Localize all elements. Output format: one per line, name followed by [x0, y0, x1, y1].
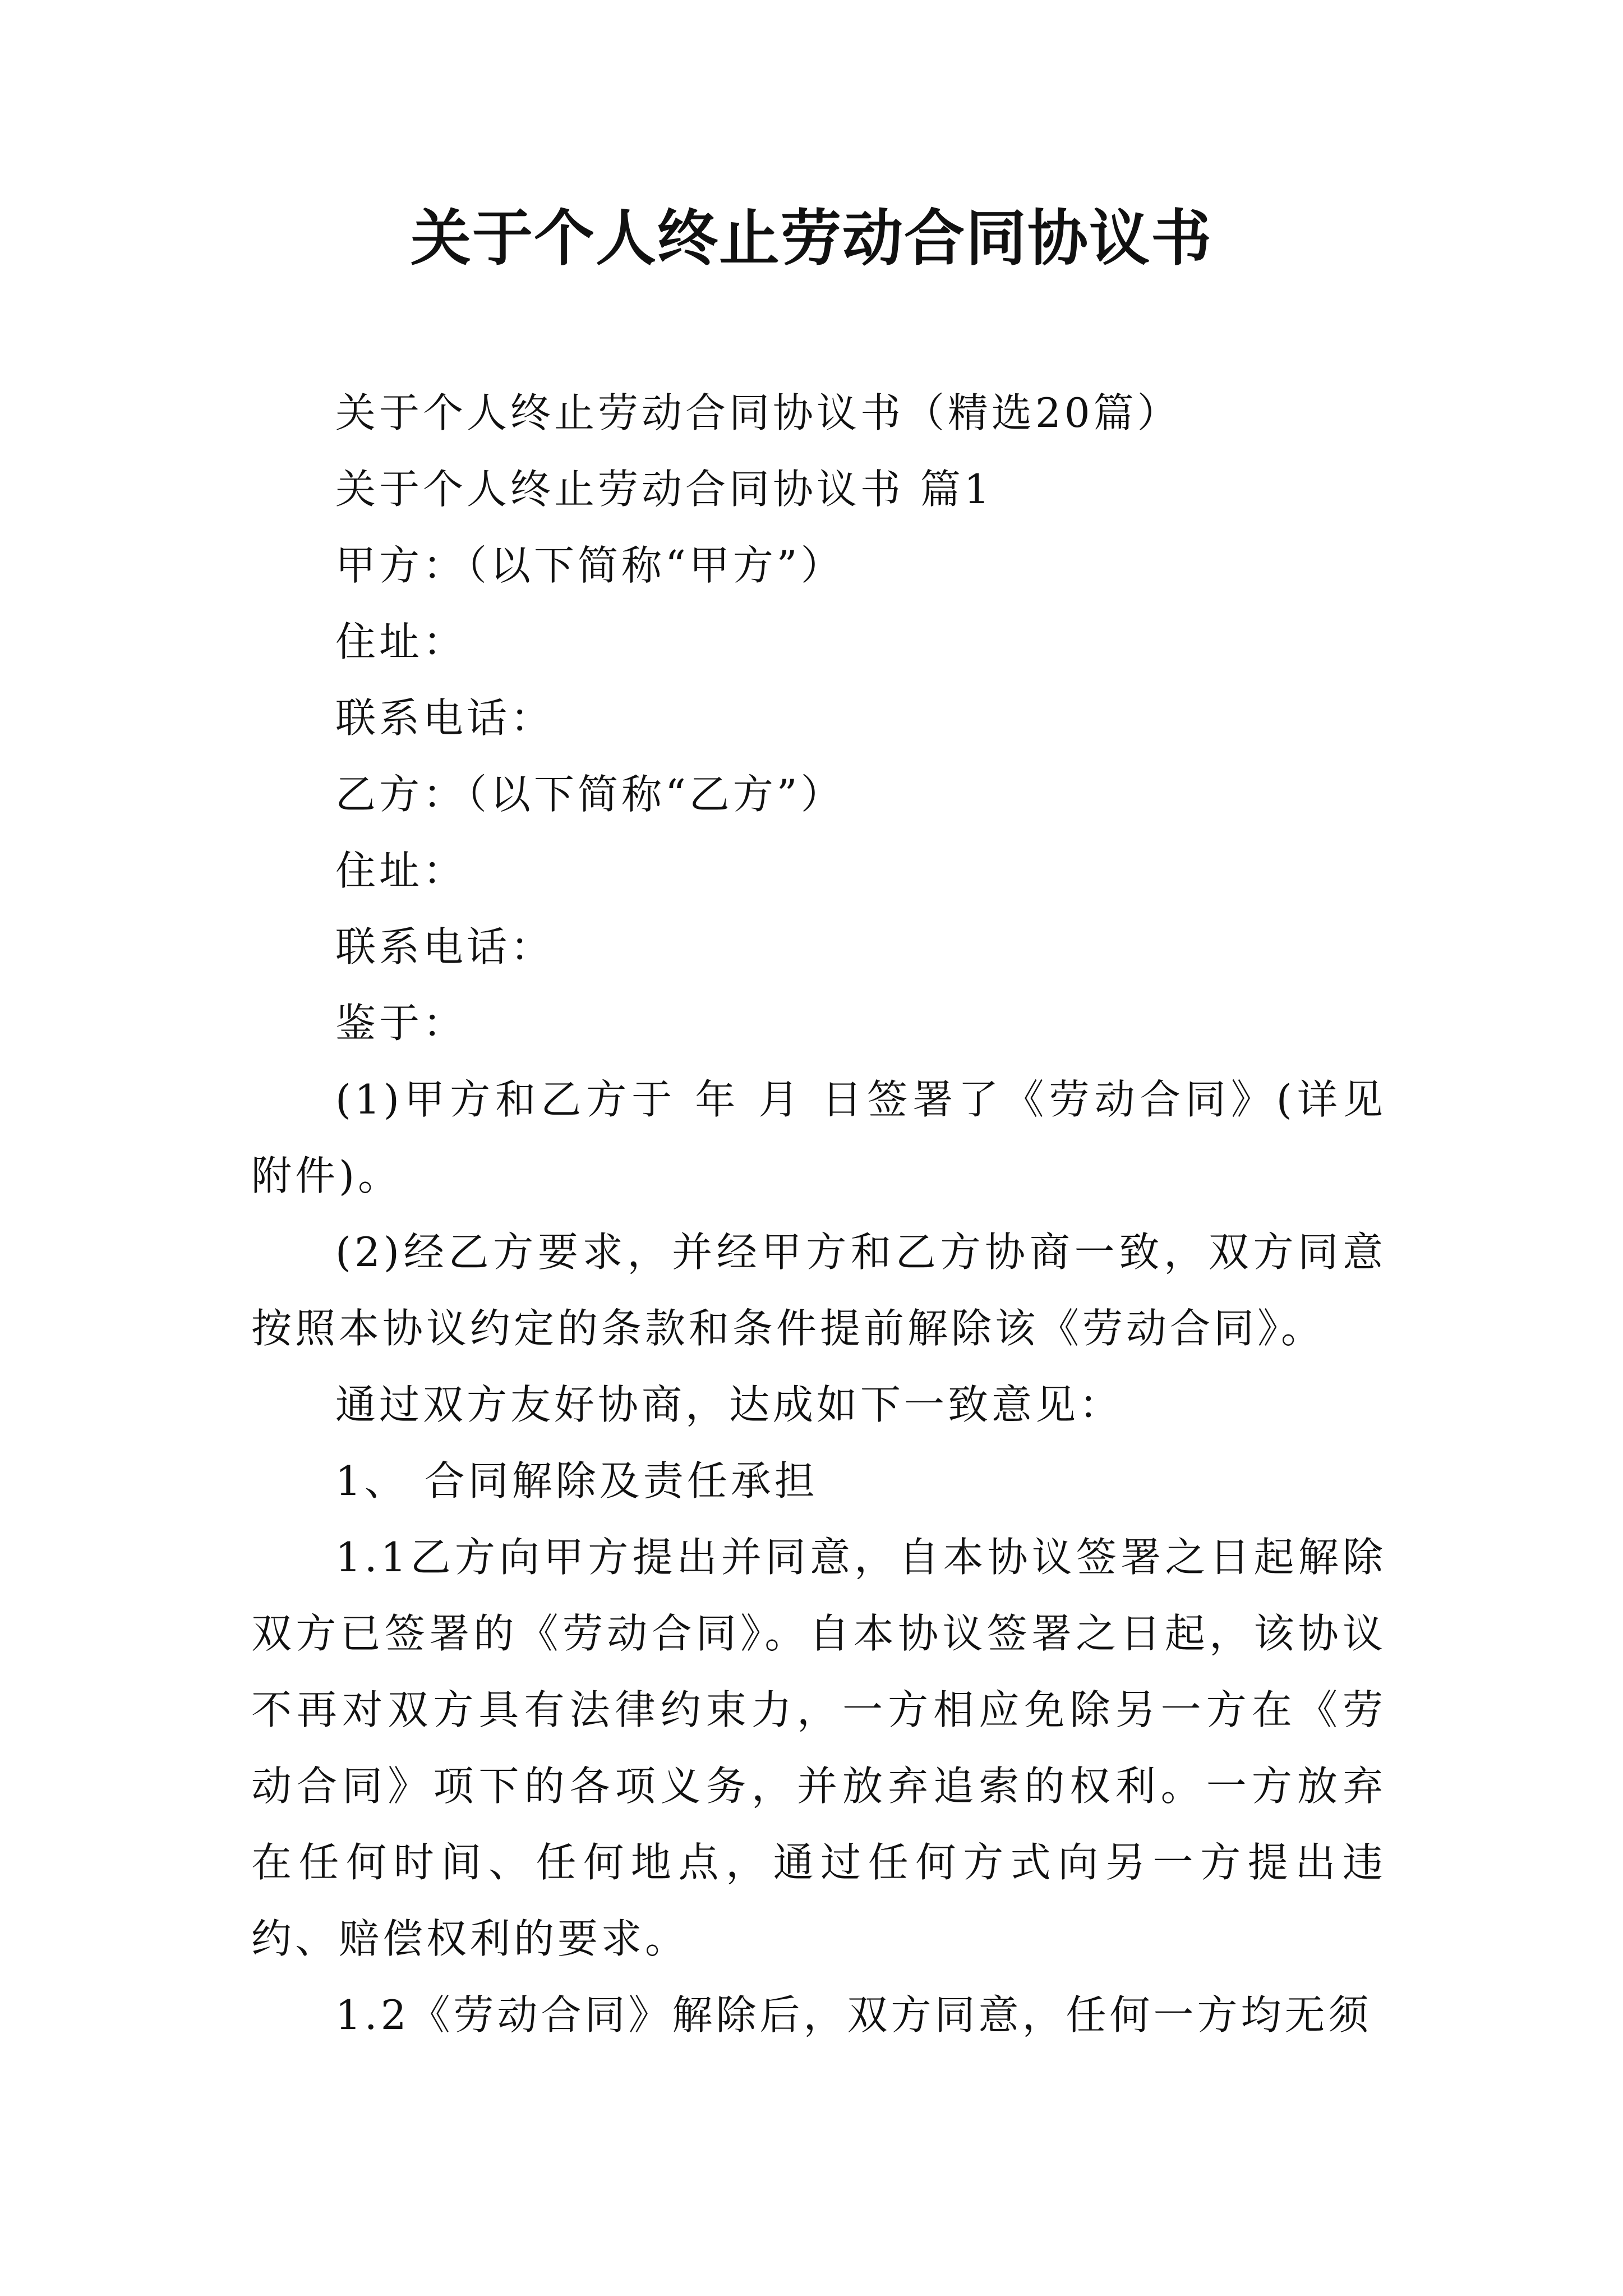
paragraph-party-b-address: 住址： — [335, 847, 467, 894]
paragraph-clause-1-1: 1.1乙方向甲方提出并同意，自本协议签署之日起解除双方已签署的《劳动合同》。自本协议签署之日起，该协议不再对双方具有法律约束力，一方相应免除另一方在《劳动合同》项下的各项义务，并放弃追索的权利。一方放弃在任何时间、任何地点，通过任何方式向另一方提出违约、赔偿权利的要求。 — [251, 1534, 1386, 1962]
paragraph-party-a-address: 住址： — [335, 618, 467, 665]
paragraph-whereas: 鉴于： — [335, 1000, 467, 1047]
paragraph-clause-1-heading: 1、 合同解除及责任承担 — [335, 1457, 818, 1504]
document-body — [251, 375, 1386, 2053]
paragraph-party-b: 乙方：（以下简称“乙方”） — [335, 771, 845, 818]
paragraph-party-a: 甲方：（以下简称“甲方”） — [335, 542, 845, 589]
paragraph-clause-1-2: 1.2《劳动合同》解除后，双方同意，任何一方均无须 — [335, 1991, 1372, 2039]
paragraph-recital-2: (2)经乙方要求，并经甲方和乙方协商一致，双方同意按照本协议约定的条款和条件提前解除该《劳动合同》。 — [251, 1228, 1386, 1352]
document-title: 关于个人终止劳动合同协议书 — [410, 203, 1212, 274]
paragraph-subtitle: 关于个人终止劳动合同协议书（精选20篇） — [335, 389, 1181, 436]
paragraph-section-heading: 关于个人终止劳动合同协议书 篇1 — [335, 466, 993, 513]
paragraph-recital-1: (1)甲方和乙方于 年 月 日签署了《劳动合同》(详见附件)。 — [251, 1076, 1386, 1199]
paragraph-agreement-intro: 通过双方友好协商，达成如下一致意见： — [335, 1381, 1123, 1428]
paragraph-party-b-phone: 联系电话： — [335, 923, 555, 970]
paragraph-party-a-phone: 联系电话： — [335, 694, 555, 742]
